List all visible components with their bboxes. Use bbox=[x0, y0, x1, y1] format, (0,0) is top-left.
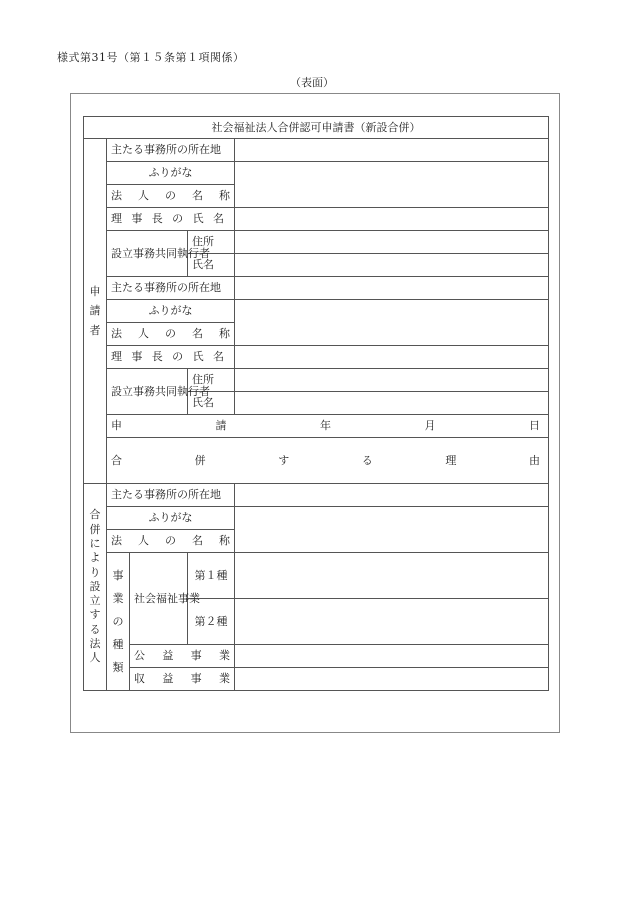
applicant-1-chairman-field[interactable] bbox=[235, 208, 549, 231]
social-welfare-business-label: 社会福祉事業 bbox=[130, 553, 188, 645]
applicant-2-chairman-label: 理 事 長 の 氏 名 bbox=[107, 346, 235, 369]
class-2-field[interactable] bbox=[235, 599, 549, 645]
applicant-1-address-label: 住所 bbox=[188, 231, 235, 254]
applicant-1-furigana-label: ふりがな bbox=[107, 162, 235, 185]
new-corp-furigana-label: ふりがな bbox=[107, 507, 235, 530]
applicant-1-chairman-label: 理 事 長 の 氏 名 bbox=[107, 208, 235, 231]
form-number: 様式第31号（第１５条第１項関係） bbox=[57, 51, 245, 64]
applicant-group-label: 申請者 bbox=[84, 139, 107, 484]
public-interest-business-label: 公 益 事 業 bbox=[130, 645, 235, 668]
application-date-label: 申 請 年 月 日 bbox=[107, 415, 549, 438]
new-corp-office-location-label: 主たる事務所の所在地 bbox=[107, 484, 235, 507]
applicant-2-joint-executor-label: 設立事務共同執行者 bbox=[107, 369, 188, 415]
applicant-1-address-field[interactable] bbox=[235, 231, 549, 254]
public-interest-business-field[interactable] bbox=[235, 645, 549, 668]
applicant-2-address-label: 住所 bbox=[188, 369, 235, 392]
applicant-2-corp-name-label: 法 人 の 名 称 bbox=[107, 323, 235, 346]
new-corp-group-label: 合併により設立する法人 bbox=[84, 484, 107, 691]
face-label: （表面） bbox=[290, 76, 334, 89]
applicant-2-corp-name-field[interactable] bbox=[235, 300, 549, 346]
new-corp-name-field[interactable] bbox=[235, 507, 549, 553]
applicant-2-office-location-label: 主たる事務所の所在地 bbox=[107, 277, 235, 300]
applicant-1-joint-executor-label: 設立事務共同執行者 bbox=[107, 231, 188, 277]
applicant-2-office-location-field[interactable] bbox=[235, 277, 549, 300]
applicant-2-name-field[interactable] bbox=[235, 392, 549, 415]
merger-reason-label: 合 併 す る 理 由 bbox=[107, 438, 549, 484]
class-1-label: 第１種 bbox=[188, 553, 235, 599]
applicant-2-chairman-field[interactable] bbox=[235, 346, 549, 369]
applicant-1-name-field[interactable] bbox=[235, 254, 549, 277]
class-1-field[interactable] bbox=[235, 553, 549, 599]
applicant-1-corp-name-field[interactable] bbox=[235, 162, 549, 208]
application-form-table bbox=[83, 116, 549, 691]
new-corp-name-label: 法 人 の 名 称 bbox=[107, 530, 235, 553]
applicant-1-corp-name-label: 法 人 の 名 称 bbox=[107, 185, 235, 208]
applicant-1-office-location-field[interactable] bbox=[235, 139, 549, 162]
applicant-1-name-label: 氏名 bbox=[188, 254, 235, 277]
form-title: 社会福祉法人合併認可申請書（新設合併） bbox=[84, 117, 549, 139]
applicant-2-address-field[interactable] bbox=[235, 369, 549, 392]
class-2-label: 第２種 bbox=[188, 599, 235, 645]
business-type-label: 事業の種類 bbox=[107, 553, 130, 691]
applicant-2-name-label: 氏名 bbox=[188, 392, 235, 415]
profit-business-label: 収 益 事 業 bbox=[130, 668, 235, 691]
applicant-1-office-location-label: 主たる事務所の所在地 bbox=[107, 139, 235, 162]
applicant-2-furigana-label: ふりがな bbox=[107, 300, 235, 323]
new-corp-office-location-field[interactable] bbox=[235, 484, 549, 507]
profit-business-field[interactable] bbox=[235, 668, 549, 691]
